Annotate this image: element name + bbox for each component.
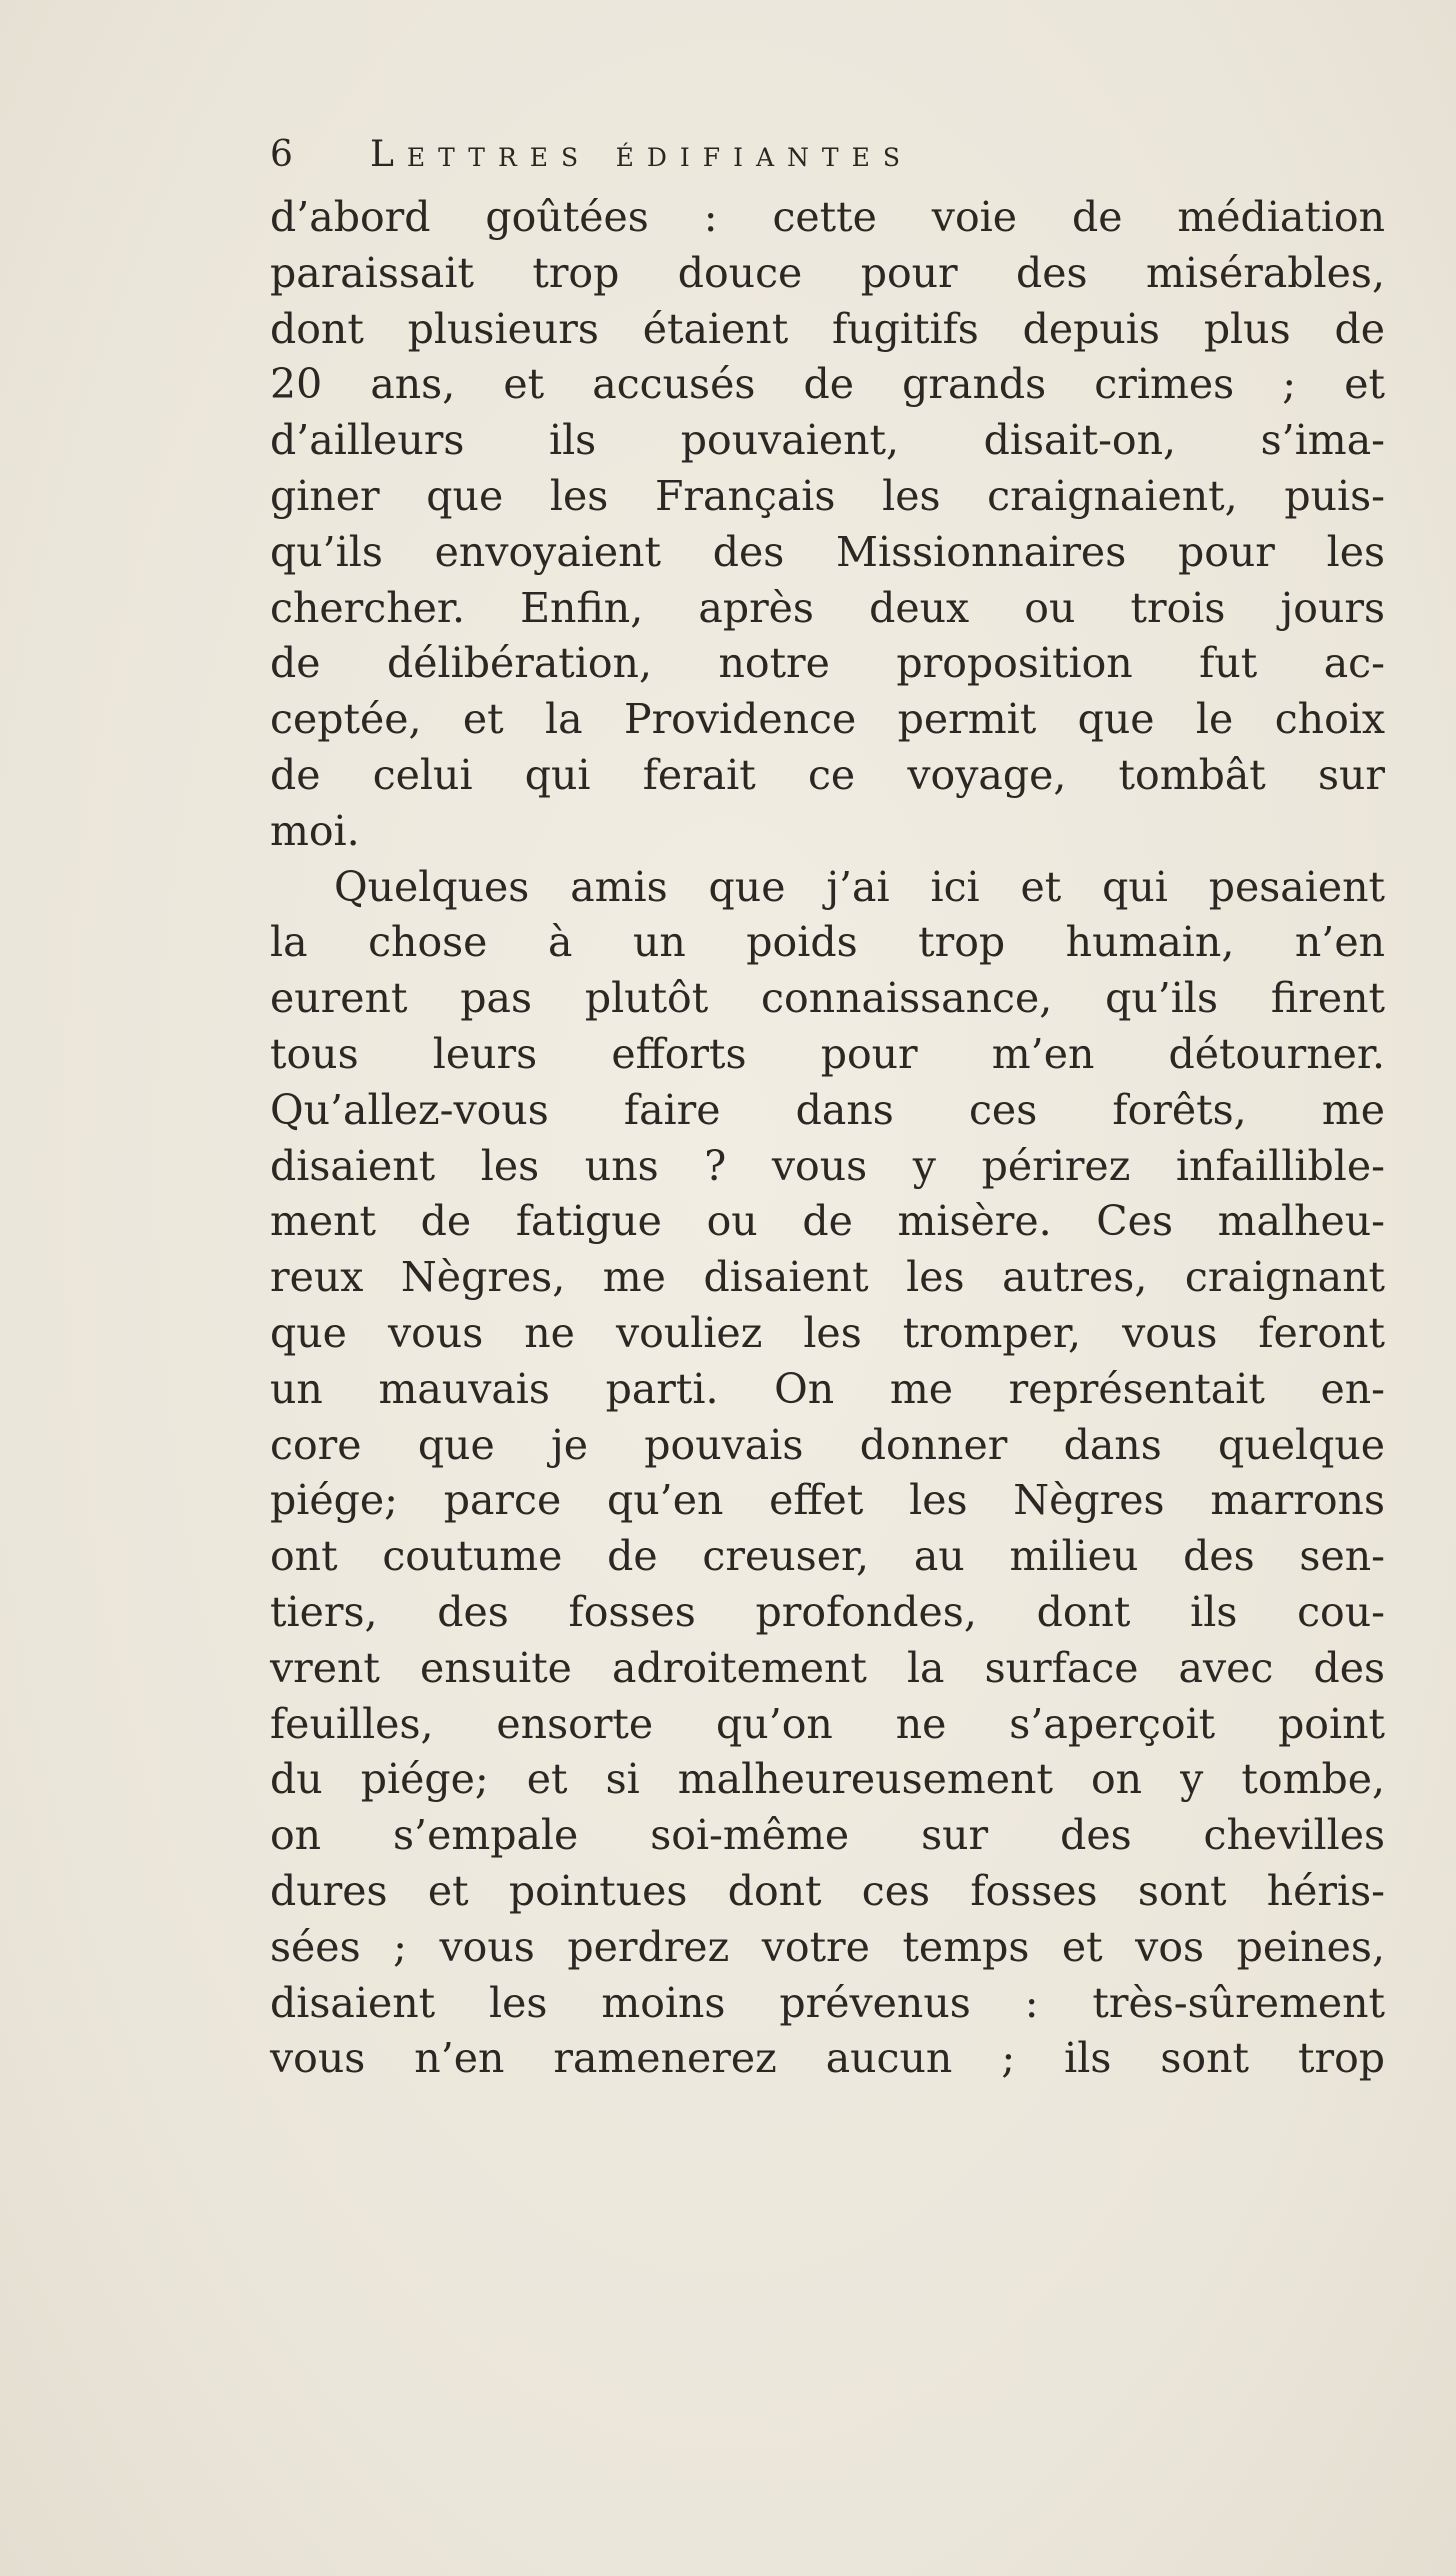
text-line: eurent pas plutôt connaissance, qu’ils firent — [270, 974, 1385, 1023]
text-line: ont coutume de creuser, au milieu des sen- — [270, 1532, 1385, 1581]
text-line: d’ailleurs ils pouvaient, disait-on, s’ima- — [270, 416, 1385, 465]
text-line: de délibération, notre proposition fut ac- — [270, 639, 1385, 688]
text-line: de celui qui ferait ce voyage, tombât sur — [270, 750, 1385, 799]
text-line: vrent ensuite adroitement la surface avec des — [270, 1643, 1385, 1692]
text-line: paraissait trop douce pour des misérables, — [270, 248, 1385, 297]
text-line: sées ; vous perdrez votre temps et vos peines, — [270, 1922, 1385, 1971]
text-line: que vous ne vouliez les tromper, vous feront — [270, 1308, 1385, 1357]
text-line: Quelques amis que j’ai ici et qui pesaient — [334, 862, 1385, 911]
text-line: la chose à un poids trop humain, n’en — [270, 918, 1385, 967]
text-line: ceptée, et la Providence permit que le choix — [270, 695, 1385, 744]
body-text — [270, 190, 1385, 2087]
text-line: 20 ans, et accusés de grands crimes ; et — [270, 360, 1385, 409]
text-line: piége; parce qu’en effet les Nègres marrons — [270, 1476, 1385, 1525]
text-line: giner que les Français les craignaient, puis- — [270, 471, 1385, 520]
text-line: tiers, des fosses profondes, dont ils cou- — [270, 1587, 1385, 1636]
page-header — [270, 130, 1170, 180]
text-line: dures et pointues dont ces fosses sont héris- — [270, 1866, 1385, 1915]
page-number: 6 — [270, 134, 293, 175]
text-line: chercher. Enfin, après deux ou trois jours — [270, 583, 1385, 632]
text-line: d’abord goûtées : cette voie de médiation — [270, 193, 1385, 241]
text-line: dont plusieurs étaient fugitifs depuis plus de — [270, 304, 1385, 353]
text-line: feuilles, ensorte qu’on ne s’aperçoit point — [270, 1699, 1385, 1748]
text-line: vous n’en ramenerez aucun ; ils sont trop — [270, 2034, 1385, 2083]
text-line: ment de fatigue ou de misère. Ces malheu- — [270, 1197, 1385, 1246]
running-title: Lettres édifiantes — [370, 134, 913, 175]
text-line: tous leurs efforts pour m’en détourner. — [270, 1029, 1385, 1078]
text-line: core que je pouvais donner dans quelque — [270, 1420, 1385, 1469]
text-line: Qu’allez-vous faire dans ces forêts, me — [270, 1085, 1385, 1134]
text-line: qu’ils envoyaient des Missionnaires pour les — [270, 527, 1385, 576]
text-line: un mauvais parti. On me représentait en- — [270, 1364, 1385, 1413]
text-line: on s’empale soi-même sur des chevilles — [270, 1811, 1385, 1860]
text-line: disaient les uns ? vous y périrez infaillible- — [270, 1141, 1385, 1190]
text-line: du piége; et si malheureusement on y tombe, — [270, 1755, 1385, 1804]
text-line: disaient les moins prévenus : très-sûrement — [270, 1978, 1385, 2027]
text-line: reux Nègres, me disaient les autres, craignant — [270, 1253, 1385, 1302]
text-line: moi. — [270, 806, 360, 855]
